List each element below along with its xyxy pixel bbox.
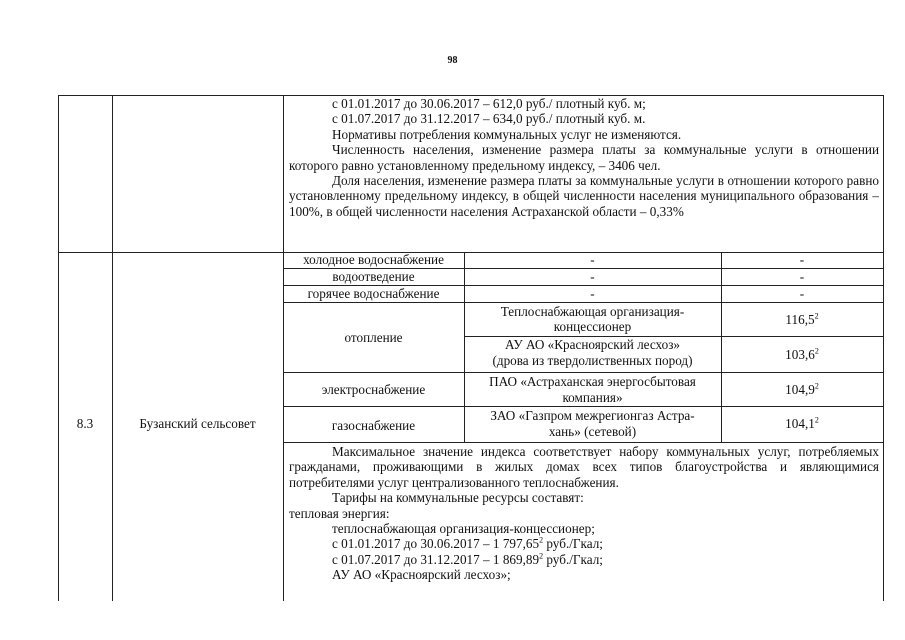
heating-index-1: 116,5$^2$ — [785, 311, 819, 327]
page-number: 98 — [447, 55, 458, 66]
service-name: холодное водоснабжение — [303, 252, 444, 267]
heating-org-1: Теплоснабжающая организация-концессионер — [500, 304, 685, 334]
norms-line: Нормативы потребления коммунальных услуг не изменяются. — [332, 126, 682, 142]
service-org: - — [590, 286, 595, 301]
heating-org-2-line1: АУ АО «Красноярский лесхоз» — [504, 337, 681, 352]
concessionaire-line: теплоснабжающая организация-концессионер; — [332, 521, 595, 537]
tariff-line-2: с 01.07.2017 до 31.12.2017 – 634,0 руб./ плотный куб. м. — [332, 111, 646, 127]
service-index: - — [799, 269, 805, 284]
service-org: - — [590, 269, 595, 284]
gas-org-line2: хань» (сетевой) — [548, 424, 637, 439]
service-index: - — [799, 286, 805, 301]
forestry-line: АУ АО «Красноярский лесхоз»; — [332, 567, 511, 583]
service-index: - — [799, 252, 805, 267]
settlement-name: Бузанский сельсовет — [139, 416, 256, 431]
row-number: 8.3 — [76, 416, 94, 431]
max-index-paragraph: Максимальное значение индекса соответствует набору коммунальных услуг, потребляемых гражданами, проживающими в жилых домах всех типов благоустройства и являющимися потребителями услуг централизованного теплоснабжения. — [289, 444, 879, 490]
top-text-block — [289, 96, 879, 219]
population-paragraph: Численность населения, изменение размера платы за коммунальные услуги в отношении которого равно установленному предельному индексу, – 3406 чел. — [289, 142, 879, 173]
service-name: водоотведение — [332, 269, 415, 284]
electricity-org-line1: ПАО «Астраханская энергосбытовая — [489, 374, 696, 389]
service-name: отопление — [344, 330, 403, 345]
heating-org-2-line2: (дрова из твердолиственных пород) — [492, 353, 693, 368]
thermal-tariff-1: с 01.01.2017 до 30.06.2017 – 1 797,65$^2$ руб./Гкал; — [332, 536, 603, 552]
share-paragraph: Доля населения, изменение размера платы за коммунальные услуги в отношении которого равно установленному предельному индексу, в общей численности населения муниципального образования – 100%, в общей численности населения Астраханской области – 0,33% — [289, 173, 879, 219]
service-name: газоснабжение — [331, 418, 416, 433]
service-org: - — [590, 252, 595, 267]
bottom-text-block — [289, 444, 879, 583]
electricity-org-line2: компания» — [562, 390, 623, 405]
tariff-line-1: с 01.01.2017 до 30.06.2017 – 612,0 руб./ плотный куб. м; — [332, 96, 646, 111]
service-name: электроснабжение — [321, 382, 426, 397]
gas-org-line1: ЗАО «Газпром межрегионгаз Астра- — [490, 408, 695, 423]
heating-index-2: 103,6$^2$ — [785, 346, 819, 362]
thermal-energy-label: тепловая энергия: — [289, 505, 390, 521]
tariffs-intro: Тарифы на коммунальные ресурсы составят: — [332, 490, 584, 506]
gas-index: 104,1$^2$ — [785, 415, 819, 431]
electricity-index: 104,9$^2$ — [785, 381, 819, 397]
thermal-tariff-2: с 01.07.2017 до 31.12.2017 – 1 869,89$^2$ руб./Гкал; — [332, 551, 603, 567]
service-name: горячее водоснабжение — [307, 286, 440, 301]
